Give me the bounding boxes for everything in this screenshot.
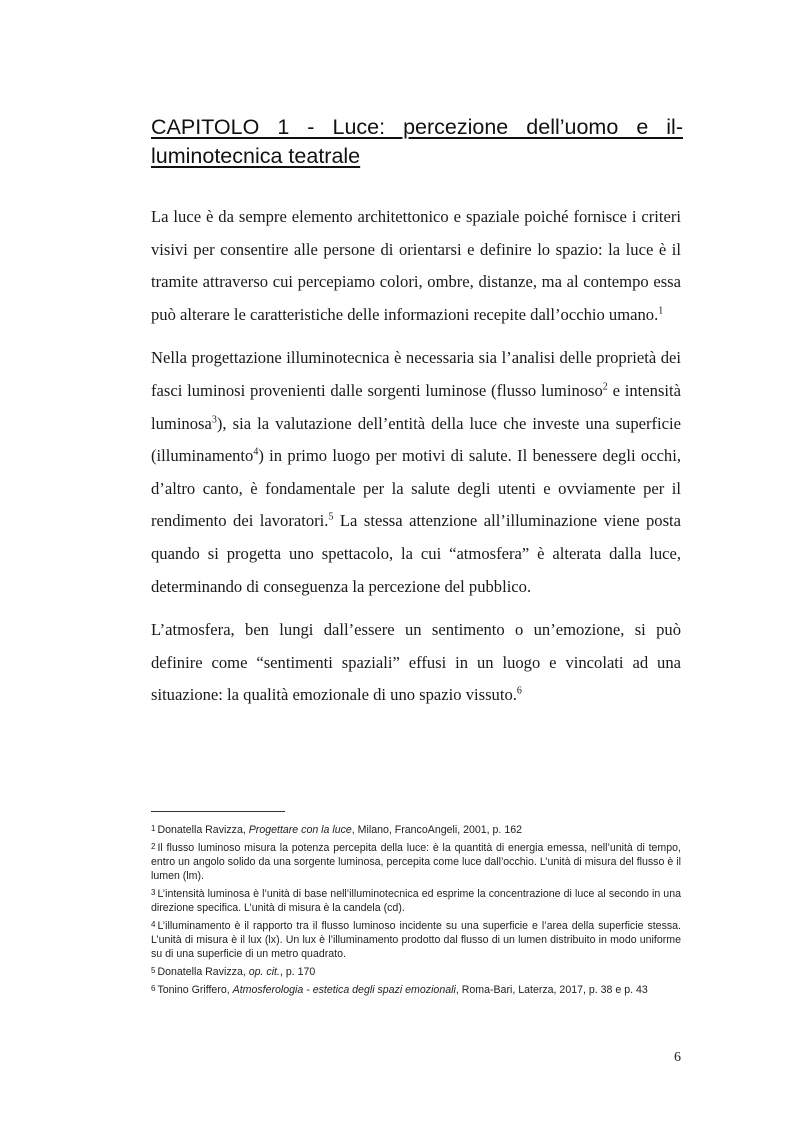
footnote-reference[interactable]: 4 <box>253 446 259 458</box>
paragraph: L’atmosfera, ben lungi dall’essere un sentimento o un’emozione, si può definire come “sentimenti spaziali” effusi in un luogo e vincolati ad una situazione: la qualità emozionale di uno spazio vissuto.$^6$ <box>151 620 681 705</box>
footnote-reference[interactable]: 1 <box>658 305 664 317</box>
footnote-number: 4 <box>151 920 156 929</box>
footnote-number: 5 <box>151 966 156 975</box>
body-text <box>151 201 681 723</box>
footnote: 6 Tonino Griffero, Atmosferologia - estetica degli spazi emozionali, Roma-Bari, Laterza, 2017, p. 38 e p. 43 <box>151 984 648 996</box>
italic-title: op. cit. <box>248 966 280 978</box>
footnote: 2 Il flusso luminoso misura la potenza percepita della luce: è la quantità di energia emessa, nell’unità di tempo, entro un angolo solido da una sorgente luminosa, percepita come luce dall’occhio. L’unità di misura del flusso è il lumen (lm). <box>151 842 681 882</box>
footnote-number: 3 <box>151 888 156 897</box>
footnote-reference[interactable]: 2 <box>602 381 608 393</box>
footnote-number: 1 <box>151 824 156 833</box>
footnote-separator <box>151 811 285 812</box>
chapter-title: CAPITOLO 1 - Luce: percezione dell’uomo e il-luminotecnica teatrale <box>151 115 683 168</box>
paragraph: Nella progettazione illuminotecnica è necessaria sia l’analisi delle proprietà dei fasci luminosi provenienti dalle sorgenti luminose (flusso luminoso$^2$ e intensità luminosa$^3$), sia la valutazione dell’entità della luce che investe una superficie (illuminamento$^4$) in primo luogo per motivi di salute. Il benessere degli occhi, d’altro canto, è fondamentale per la salute degli utenti e ovviamente per il rendimento dei lavoratori.$^5$ La stessa attenzione all’illuminazione viene posta quando si progetta uno spettacolo, la cui “atmosfera” è alterata dalla luce, determinando di conseguenza la percezione del pubblico. <box>151 348 681 596</box>
page-number: 6 <box>674 1050 681 1065</box>
footnote-number: 2 <box>151 842 156 851</box>
footnotes <box>151 822 681 1000</box>
footnote: 1 Donatella Ravizza, Progettare con la luce, Milano, FrancoAngeli, 2001, p. 162 <box>151 824 522 836</box>
footnote: 3 L’intensità luminosa è l’unità di base nell’illuminotecnica ed esprime la concentrazione di luce al secondo in una direzione specifica. L’unità di misura è la candela (cd). <box>151 888 681 914</box>
footnote-reference[interactable]: 3 <box>211 414 217 426</box>
footnote: 4 L’illuminamento è il rapporto tra il flusso luminoso incidente su una superficie e l’area della superficie stessa. L’unità di misura è il lux (lx). Un lux è l’illuminamento prodotto dal flusso di un lumen distribuito in modo uniforme su di una superficie di un metro quadrato. <box>151 920 681 960</box>
footnote-reference[interactable]: 5 <box>328 511 334 523</box>
italic-title: Progettare con la luce <box>248 824 352 836</box>
italic-title: Atmosferologia - estetica degli spazi emozionali <box>232 984 456 996</box>
paragraph: La luce è da sempre elemento architettonico e spaziale poiché fornisce i criteri visivi per consentire alle persone di orientarsi e definire lo spazio: la luce è il tramite attraverso cui percepiamo colori, ombre, distanze, ma al contempo essa può alterare le caratteristiche delle informazioni recepite dall’occhio umano.$^1$ <box>151 207 681 324</box>
footnote: 5 Donatella Ravizza, op. cit., p. 170 <box>151 966 316 978</box>
footnote-number: 6 <box>151 984 156 993</box>
footnote-reference[interactable]: 6 <box>516 685 522 697</box>
